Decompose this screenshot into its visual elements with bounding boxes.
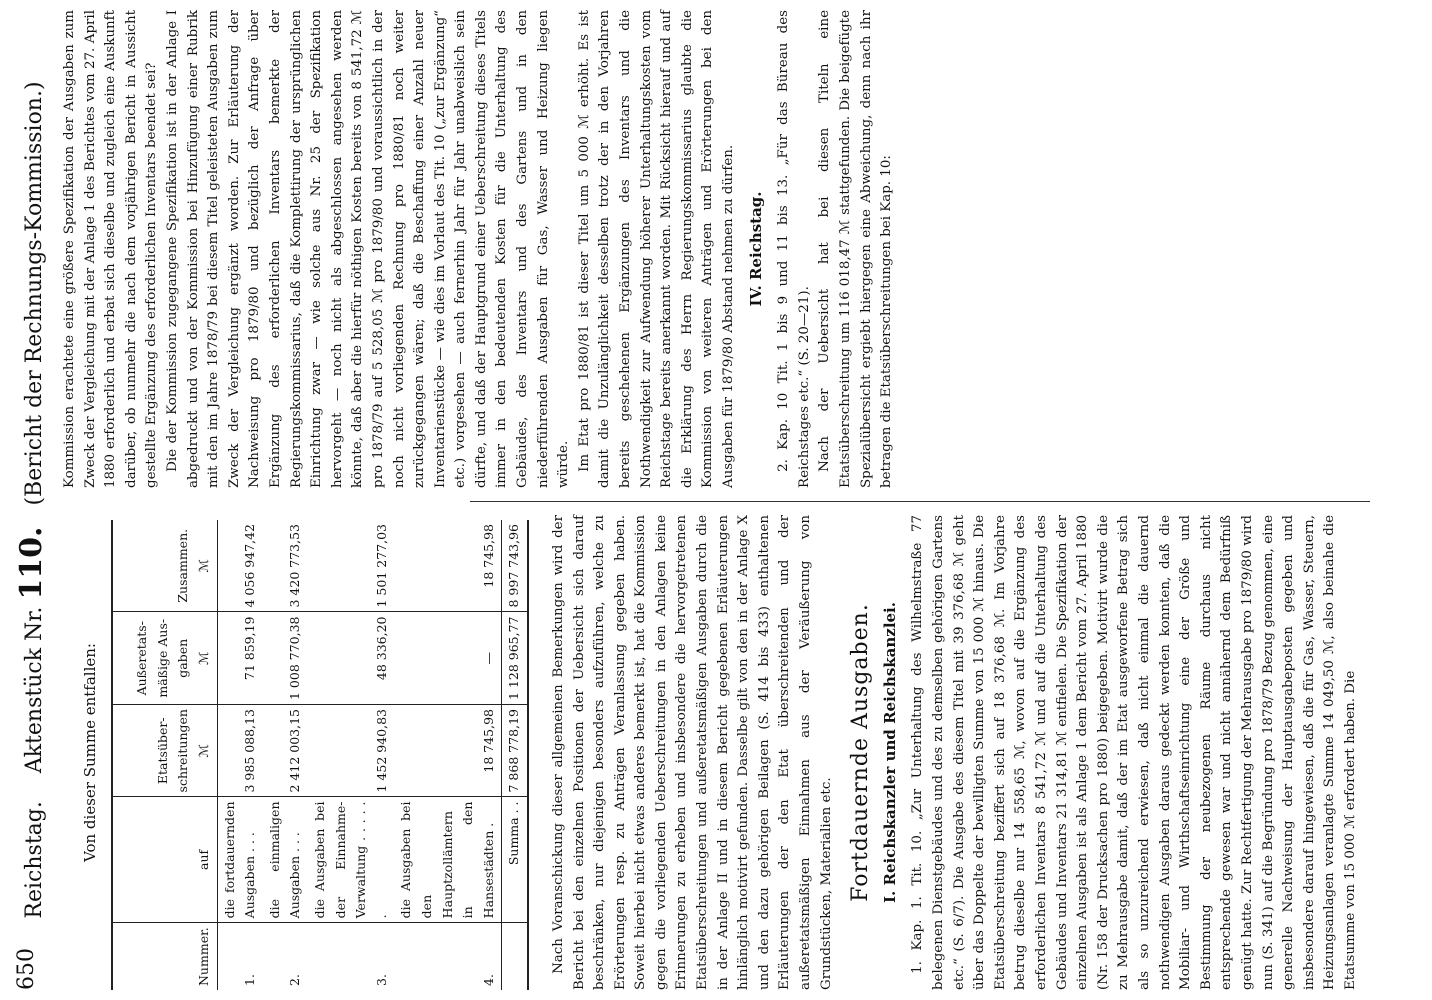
section-title-reichstag: IV. Reichstag. [746, 191, 765, 307]
table-row [263, 520, 308, 990]
summary-table [111, 520, 529, 990]
right-paragraph-1: Kommission erachtete eine größere Spezifikation der Ausgaben zum Zweck der Vergleichung mit der Anlage 1 des Berichtes vom 27. April 1880 erforderlich und erbat sich dieselbe und zugleich eine Auskunft darüber, ob nunmehr die nach dem vorjährigen Bericht in Aussicht gestellte Ergänzung des erforderlichen Inventars beendet sei? [62, 10, 160, 488]
row-number: 3. [373, 974, 389, 986]
table-header-row [112, 520, 218, 990]
right-column [60, 10, 898, 488]
header-left: Reichstag. [22, 801, 47, 919]
col-header-auf: auf [112, 797, 218, 923]
row-extra: 71 859,19 [217, 612, 263, 705]
section-title-fortdauernde: Fortdauernde Ausgaben. [848, 603, 874, 902]
row-total: 4 056 947,42 [217, 520, 263, 612]
row-overrun: 18 745,98 [394, 705, 501, 798]
running-header [14, 0, 48, 1000]
col-header-total: Zusammen. ℳ [112, 520, 218, 612]
row-number: 2. [287, 974, 303, 986]
total-sum: 8 997 743,96 [502, 520, 528, 612]
table-row [394, 520, 501, 990]
header-center-prefix: Aktenstück Nr. [22, 606, 47, 774]
intro-line: Von dieser Summe entfallen: [81, 643, 99, 862]
right-paragraph-2: Die der Kommission zugegangene Spezifikation ist in der Anlage I abgedruckt und von der Kommission bei Hinzufügung einer Rubrik mit den im Jahre 1878/79 bei diesem Titel geleisteten Ausgaben zum Zweck der Vergleichung ergänzt worden. Zur Erläuterung der Nachweisung pro 1879/80 und bezüglich der Anfrage über Ergänzung des erforderlichen Inventars bemerkte der Regierungskommissarius, daß die Komplettirung der ursprünglichen Einrichtung zwar — wie solche aus Nr. 25 der Spezifikation hervorgeht — noch nicht als abgeschlossen angesehen werden könnte, daß aber die hierfür nöthigen Kosten bereits von 8 541,72 ℳ pro 1878/79 auf 5 528,05 ℳ pro 1879/80 und voraussichtlich in der noch nicht vorliegenden Rechnung pro 1880/81 noch weiter zurückgegangen wären; daß die Beschaffung einer Anzahl neuer Inventarienstücke — wie dies im Vorlaut des Tit. 10 („zur Ergänzung“ etc.) vorgesehen — auch fernerhin Jahr für Jahr unabweislich sein dürfte, und daß der Hauptgrund einer Ueberschreitung dieses Titels immer in den bedeutenden Kosten für die Unterhaltung des Gebäudes, des Inventars und des Gartens und in den niederführenden Ausgaben für Gas, Wasser und Heizung liegen würde. [164, 10, 572, 488]
table-row [308, 520, 394, 990]
row-extra: 1 008 770,38 [263, 612, 308, 705]
row-label: die einmaligen Ausgaben . . . [263, 797, 308, 923]
col-header-overrun: Etatsüber-schreitungen ℳ [112, 705, 218, 798]
row-overrun: 3 985 088,13 [217, 705, 263, 798]
col-header-extra: Außeretats-mäßige Aus-gaben ℳ [112, 612, 218, 705]
total-label: Summa . . [502, 797, 528, 923]
row-total: 18 745,98 [394, 520, 501, 612]
right-paragraph-4: 2. Kap. 10 Tit. 1 bis 9 und 11 bis 13. „Für das Büreau des Reichstages etc.“ (S. 20—21). [776, 10, 812, 488]
row-extra: — [394, 612, 501, 705]
row-total: 3 420 773,53 [263, 520, 308, 612]
header-right: (Bericht der Rechnungs-Kommission.) [22, 81, 47, 506]
row-label: die Ausgaben bei der Einnahme-Verwaltung . . . . . . [308, 797, 394, 923]
column-divider [470, 501, 1370, 502]
row-label: die fortdauernden Ausgaben . . . [217, 797, 263, 923]
digitization-credit [1416, 0, 1430, 1000]
table-total-row [502, 520, 528, 990]
row-total: 1 501 277,03 [308, 520, 394, 612]
left-column [80, 515, 1361, 990]
table-row [217, 520, 263, 990]
right-paragraph-3: Im Etat pro 1880/81 ist dieser Titel um 5 000 ℳ erhöht. Es ist damit die Unzulänglichkeit desselben trotz der in den Vorjahren bereits geschehenen Ergänzungen des Inventars und die Nothwendigkeit zur Aufwendung höherer Unterhaltungskosten vom Reichstage bereits anerkannt worden. Mit Rücksicht hierauf und auf die Erklärung des Herrn Regierungskommissarius glaubte die Kommission von weiteren Anträgen und Erörterungen bei den Ausgaben für 1879/80 Abstand nehmen zu dürfen. [576, 10, 736, 488]
right-paragraph-5: Nach der Uebersicht hat bei diesen Titeln eine Etatsüberschreitung um 116 018,47 ℳ stattgefunden. Die beigefügte Spezialübersicht ergiebt hiergegen eine Abweichung, denn nach ihr betragen die Etatsüberschreitungen bei Kap. 10: [817, 10, 895, 488]
row-number: 1. [242, 974, 258, 986]
col-header-number: Nummer. [196, 927, 211, 986]
left-paragraph-2: 1. Kap. 1. Tit. 10. „Zur Unterhaltung des Wilhelmstraße 77 belegenen Dienstgebäudes und des zu demselben gehörigen Gartens etc.“ (S. 6/7). Die Ausgabe des diesem Titel mit 39 376,68 ℳ geht über das Doppelte der bewilligten Summe von 15 000 ℳ hinaus. Die Etatsüberschreitung beziffert sich auf 18 376,68 ℳ. Im Vorjahre betrug dieselbe nur 14 558,65 ℳ, wovon auf die Ergänzung des erforderlichen Inventars 8 541,72 ℳ und auf die Unterhaltung des Gebäudes und Inventars 21 314,81 ℳ entfielen. Die Spezifikation der einzelnen Ausgaben ist als Anlage 1 dem Bericht vom 27. April 1880 (Nr. 158 der Drucksachen pro 1880) beigegeben. Motivirt wurde die zu Mehrausgabe damit, daß der im Etat ausgeworfene Betrag sich als so unzureichend erwiesen, daß nicht einmal die dauernd nothwendigen Ausgaben daraus gedeckt werden konnten, daß die Mobiliar- und Wirthschaftseinrichtung eine der Größe und Bestimmung der neubezogenen Räume durchaus nicht entsprechende gewesen war und nicht annähernd dem Bedürfniß genügt hatte. Zur Rechtfertigung der Mehrausgabe pro 1879/80 wird nun (S. 341) auf die Begründung pro 1878/79 Bezug genommen, eine generelle Nachweisung der Hauptausgabeposten gegeben und insbesondere darauf hingewiesen, daß die für Gas, Wasser, Steuern, Heizungsanlagen veranlagte Summe 14 049,50 ℳ, also beinahe die Etatsumme von 15 000 ℳ erfordert haben. Die [910, 515, 1358, 990]
header-title [14, 0, 49, 1000]
subsection-title-reichskanzler: I. Reichskanzler und Reichskanzlei. [880, 602, 899, 903]
row-overrun: 2 412 003,15 [263, 705, 308, 798]
total-overrun: 7 868 778,19 [502, 705, 528, 798]
page-number: 650 [14, 948, 39, 990]
total-extra: 1 128 965,77 [502, 612, 528, 705]
row-number: 4. [480, 974, 496, 986]
row-overrun: 1 452 940,83 [308, 705, 394, 798]
row-extra: 48 336,20 [308, 612, 394, 705]
header-number: 110. [14, 526, 49, 600]
left-paragraph-1: Nach Voranschickung dieser allgemeinen Bemerkungen wird der Bericht bei den einzelnen Positionen der Uebersicht sich darauf beschränken, nur diejenigen besonders aufzuführen, welche zu Erörterungen resp. zu Anträgen Veranlassung gegeben haben. Soweit hierbei nicht etwas anderes bemerkt ist, hat die Kommission gegen die vorliegenden Ueberschreitungen in den Anlagen keine Erinnerungen zu erheben und insbesondere die hervorgetretenen Etatsüberschreitungen und außeretatsmäßigen Ausgaben durch die in der Anlage II und in diesem Bericht gegebenen Erläuterungen hinlänglich motivirt gefunden. Dasselbe gilt von den in der Anlage X und den dazu gehörigen Beilagen (S. 414 bis 433) enthaltenen Erläuterungen der den Etat überschreitenden und der außeretatsmäßigen Einnahmen aus der Veräußerung von Grundstücken, Materialien etc. [550, 515, 834, 990]
row-label: die Ausgaben bei den Hauptzollämtern in den Hansestädten . [394, 797, 501, 923]
